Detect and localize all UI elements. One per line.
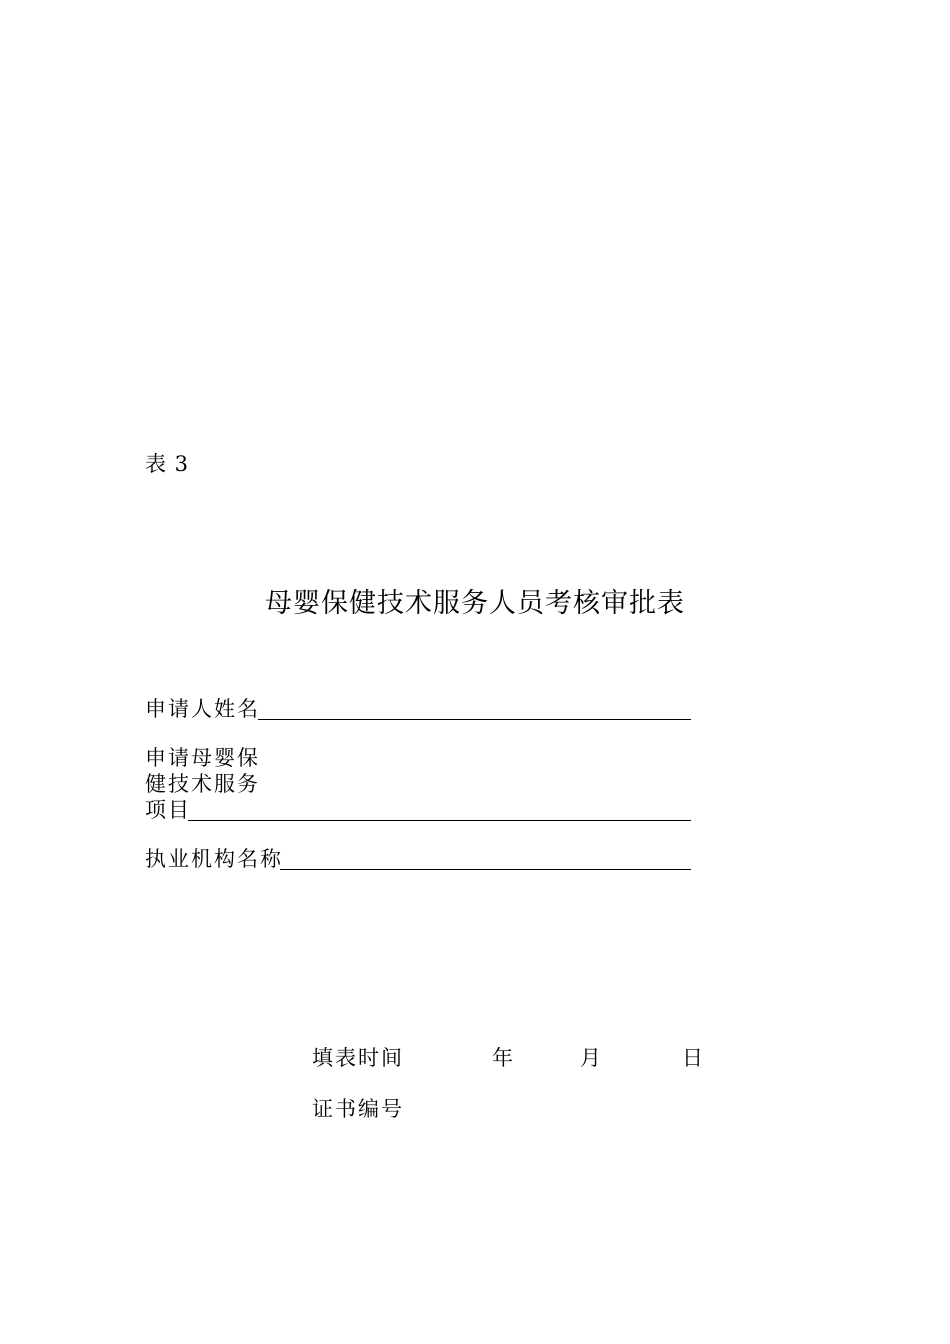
document-title: 母婴保健技术服务人员考核审批表 bbox=[265, 588, 685, 619]
organization-name-label: 执业机构名称 bbox=[145, 847, 283, 871]
organization-name-blank-line[interactable] bbox=[280, 869, 691, 870]
service-item-label-line-1: 申请母婴保 bbox=[145, 746, 260, 770]
certificate-number-label: 证书编号 bbox=[312, 1097, 404, 1121]
service-item-label-line-3: 项目 bbox=[145, 798, 191, 822]
day-label: 日 bbox=[682, 1046, 705, 1070]
table-label: 表 3 bbox=[145, 452, 190, 476]
service-item-label-line-2: 健技术服务 bbox=[145, 772, 260, 796]
year-label: 年 bbox=[492, 1046, 515, 1070]
fill-date-label: 填表时间 bbox=[312, 1046, 404, 1070]
applicant-name-blank-line[interactable] bbox=[258, 719, 691, 720]
applicant-name-label: 申请人姓名 bbox=[145, 697, 260, 721]
service-item-blank-line[interactable] bbox=[188, 820, 691, 821]
month-label: 月 bbox=[580, 1046, 603, 1070]
